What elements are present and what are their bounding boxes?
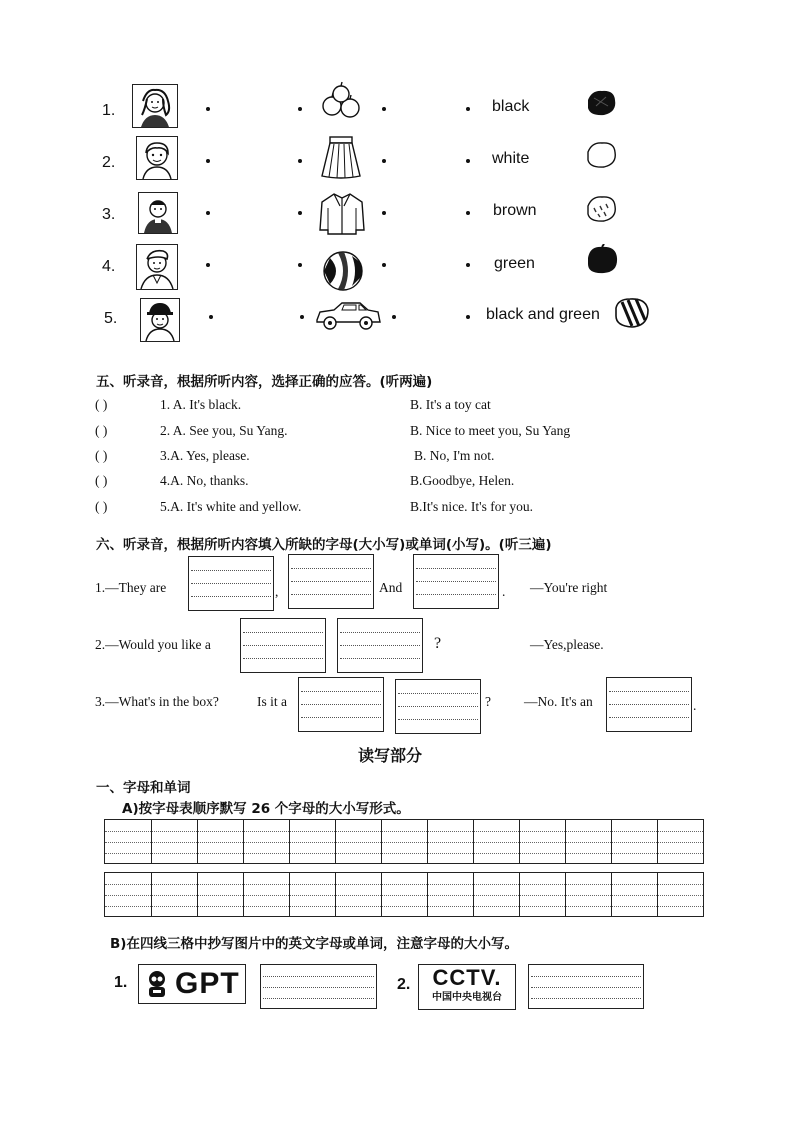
match-dot[interactable] [382,211,386,215]
answer-box[interactable] [395,679,481,734]
man-portrait [138,192,178,234]
green-swatch-icon [584,244,620,276]
uncle-portrait [136,244,178,290]
copy-box-1[interactable] [260,964,377,1009]
option-b: B. It's a toy cat [410,397,491,412]
q1-and: And [379,580,403,595]
option-a: 3.A. Yes, please. [160,448,250,463]
match-dot[interactable] [300,315,304,319]
color-word: white [492,150,530,167]
match-dot[interactable] [382,107,386,111]
partA-title: A)按字母表顺序默写 26 个字母的大小写形式。 [122,801,410,817]
part1-title: 一、字母和单词 [96,780,191,796]
jacket-icon [318,190,366,236]
match-dot[interactable] [298,211,302,215]
gpt-logo [138,964,246,1004]
answer-box[interactable] [337,618,423,673]
boy-cap-portrait [140,298,180,342]
match-dot[interactable] [466,263,470,267]
readwrite-title: 读写部分 [358,746,423,765]
girl-portrait [132,84,178,128]
brown-swatch-icon [584,194,618,224]
ball-icon [322,250,364,292]
answer-bracket[interactable]: ( ) [95,448,108,463]
q1-reply: —You're right [530,580,608,595]
b2-number: 2. [397,976,411,993]
answer-box[interactable] [606,677,692,732]
q2-text: 2.—Would you like a [95,637,211,652]
q3-question-mark: ? [485,694,491,709]
alphabet-grid-lower[interactable] [104,872,704,917]
q1-text: 1.—They are [95,580,167,595]
car-icon [314,300,382,332]
section5-title: 五、听录音，根据所听内容，选择正确的应答。(听两遍) [96,374,433,390]
black-swatch-icon [584,88,618,118]
match-dot[interactable] [298,107,302,111]
row-number: 1. [102,102,116,119]
match-dot[interactable] [466,211,470,215]
match-dot[interactable] [382,263,386,267]
row-number: 4. [102,258,116,275]
color-word: brown [493,202,537,219]
answer-box[interactable] [288,554,374,609]
skirt-icon [318,134,364,180]
answer-box[interactable] [188,556,274,611]
color-word: black [492,98,530,115]
partB-title: B)在四线三格中抄写图片中的英文字母或单词，注意字母的大小写。 [110,936,518,952]
q2-question-mark: ? [434,635,442,652]
match-dot[interactable] [298,263,302,267]
b1-number: 1. [114,974,128,991]
row-number: 2. [102,154,116,171]
gpt-logo-text: GPT [175,967,240,1000]
row-number: 5. [104,310,118,327]
color-word: green [494,255,535,272]
row-number: 3. [102,206,116,223]
match-dot[interactable] [298,159,302,163]
answer-bracket[interactable]: ( ) [95,423,108,438]
match-dot[interactable] [206,211,210,215]
option-b: B. No, I'm not. [414,448,495,463]
color-word: black and green [486,306,600,323]
answer-bracket[interactable]: ( ) [95,499,108,514]
cctv-logo-text: CCTV. [432,965,502,990]
option-b: B.Goodbye, Helen. [410,473,515,488]
white-swatch-icon [584,140,618,170]
striped-swatch-icon [612,296,652,330]
match-dot[interactable] [392,315,396,319]
answer-bracket[interactable]: ( ) [95,397,108,412]
q1-period: . [502,584,506,599]
cctv-logo [418,964,516,1010]
section6-title: 六、听录音，根据所听内容填入所缺的字母(大小写)或单词(小写)。(听三遍) [96,537,552,553]
match-dot[interactable] [209,315,213,319]
option-a: 1. A. It's black. [160,397,242,412]
match-dot[interactable] [466,315,470,319]
copy-box-2[interactable] [528,964,644,1009]
cctv-logo-subtext: 中国中央电视台 [432,992,502,1003]
match-dot[interactable] [466,159,470,163]
match-dot[interactable] [206,159,210,163]
q3-isit: Is it a [257,694,287,709]
answer-box[interactable] [298,677,384,732]
answer-bracket[interactable]: ( ) [95,473,108,488]
match-dot[interactable] [206,263,210,267]
q1-comma: , [275,584,279,599]
alphabet-grid-upper[interactable] [104,819,704,864]
answer-box[interactable] [240,618,326,673]
option-b: B.It's nice. It's for you. [410,499,533,514]
option-a: 5.A. It's white and yellow. [160,499,302,514]
option-a: 4.A. No, thanks. [160,473,249,488]
option-b: B. Nice to meet you, Su Yang [410,423,571,438]
q3-reply: —No. It's an [524,694,593,709]
q3-text: 3.—What's in the box? [95,694,219,709]
match-dot[interactable] [382,159,386,163]
robot-icon [143,969,171,999]
boy-portrait [136,136,178,180]
option-a: 2. A. See you, Su Yang. [160,423,288,438]
answer-box[interactable] [413,554,499,609]
apples-icon [318,80,366,122]
match-dot[interactable] [206,107,210,111]
q3-period: . [693,698,697,713]
q2-reply: —Yes,please. [530,637,604,652]
match-dot[interactable] [466,107,470,111]
